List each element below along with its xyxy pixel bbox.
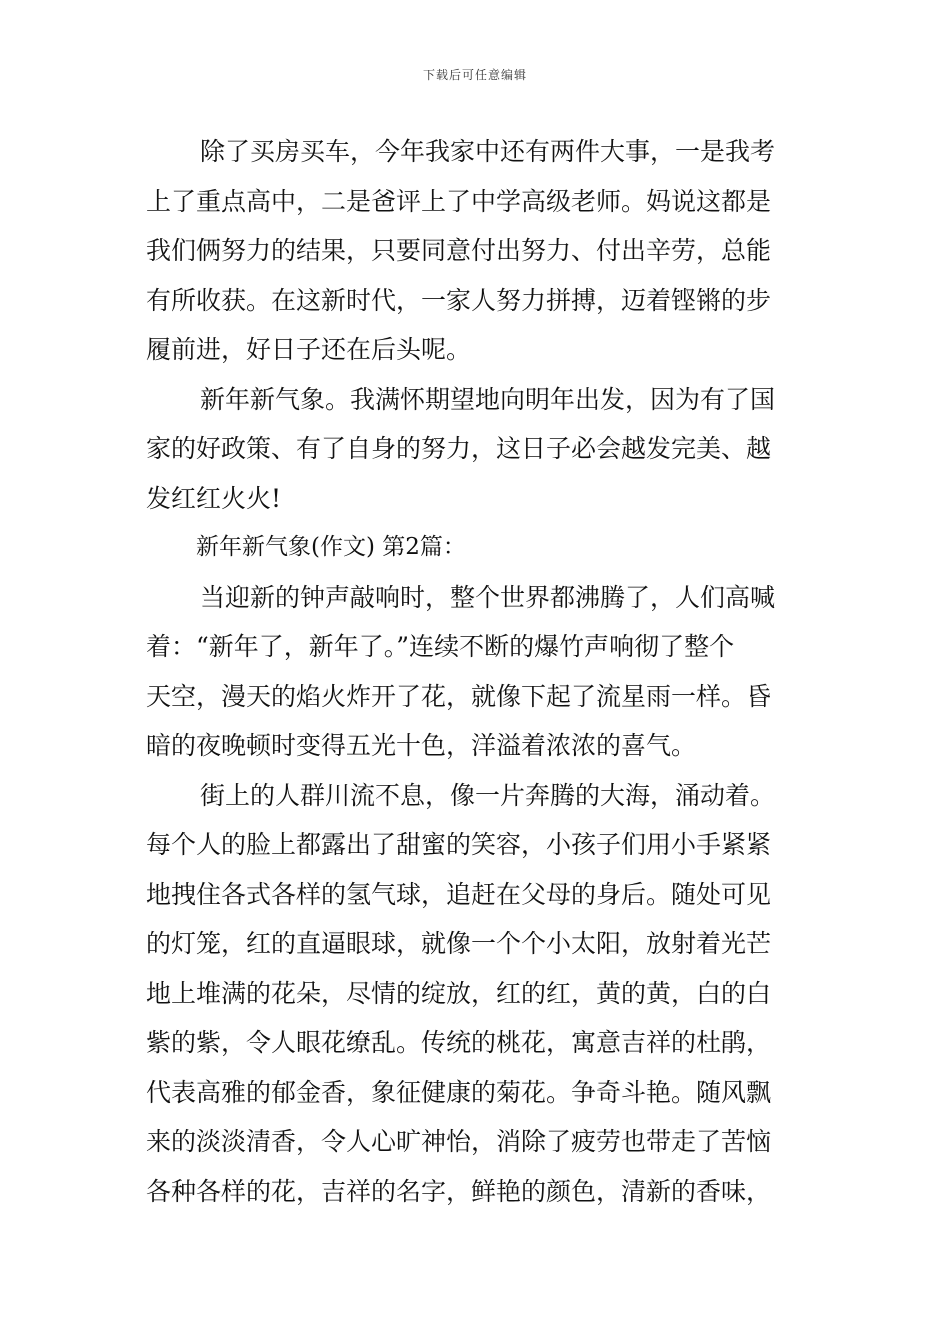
text-line: 履前进，好日子还在后头呢。	[146, 335, 472, 364]
text-line: 来的淡淡清香，令人心旷神怡，消除了疲劳也带走了苦恼	[146, 1127, 772, 1156]
text-line: 天空，漫天的焰火炸开了花，就像下起了流星雨一样。昏	[146, 681, 772, 711]
text-line: 暗的夜晚顿时变得五光十色，洋溢着浓浓的喜气。	[146, 731, 697, 760]
text-line: 有所收获。在这新时代，一家人努力拼搏，迈着铿锵的步	[146, 285, 772, 315]
text-line: 我们俩努力的结果，只要同意付出努力、付出辛劳，总能	[146, 236, 772, 265]
text-line: 除了买房买车，今年我家中还有两件大事，一是我考	[200, 137, 776, 166]
text-line: 代表高雅的郁金香，象征健康的菊花。争奇斗艳。随风飘	[146, 1077, 772, 1107]
text-line: 新年新气象。我满怀期望地向明年出发，因为有了国	[200, 384, 776, 414]
text-line: 紫的紫，令人眼花缭乱。传统的桃花，寓意吉祥的杜鹃，	[146, 1028, 772, 1057]
text-line: 发红红火火!	[146, 483, 282, 513]
text-line: 地上堆满的花朵，尽情的绽放，红的红，黄的黄，白的白	[146, 978, 772, 1008]
text-line: 的灯笼，红的直逼眼球，就像一个个小太阳，放射着光芒	[146, 929, 772, 958]
text-line: 每个人的脸上都露出了甜蜜的笑容，小孩子们用小手紧紧	[146, 830, 772, 859]
document-body	[146, 127, 808, 1216]
text-line: 街上的人群川流不息，像一片奔腾的大海，涌动着。	[200, 780, 776, 810]
page-header-note: 下载后可任意编辑	[422, 68, 527, 82]
text-line: 上了重点高中，二是爸评上了中学高级老师。妈说这都是	[146, 186, 772, 216]
section-title: 新年新气象(作文) 第2篇：	[196, 534, 466, 560]
text-line: 着：“新年了，新年了。”连续不断的爆竹声响彻了整个	[146, 632, 735, 661]
text-line: 家的好政策、有了自身的努力，这日子必会越发完美、越	[146, 434, 772, 463]
text-line: 各种各样的花，吉祥的名字，鲜艳的颜色，清新的香味，	[146, 1176, 772, 1206]
text-line: 地拽住各式各样的氢气球，追赶在父母的身后。随处可见	[146, 879, 772, 909]
text-line: 当迎新的钟声敲响时，整个世界都沸腾了，人们高喊	[200, 582, 776, 612]
